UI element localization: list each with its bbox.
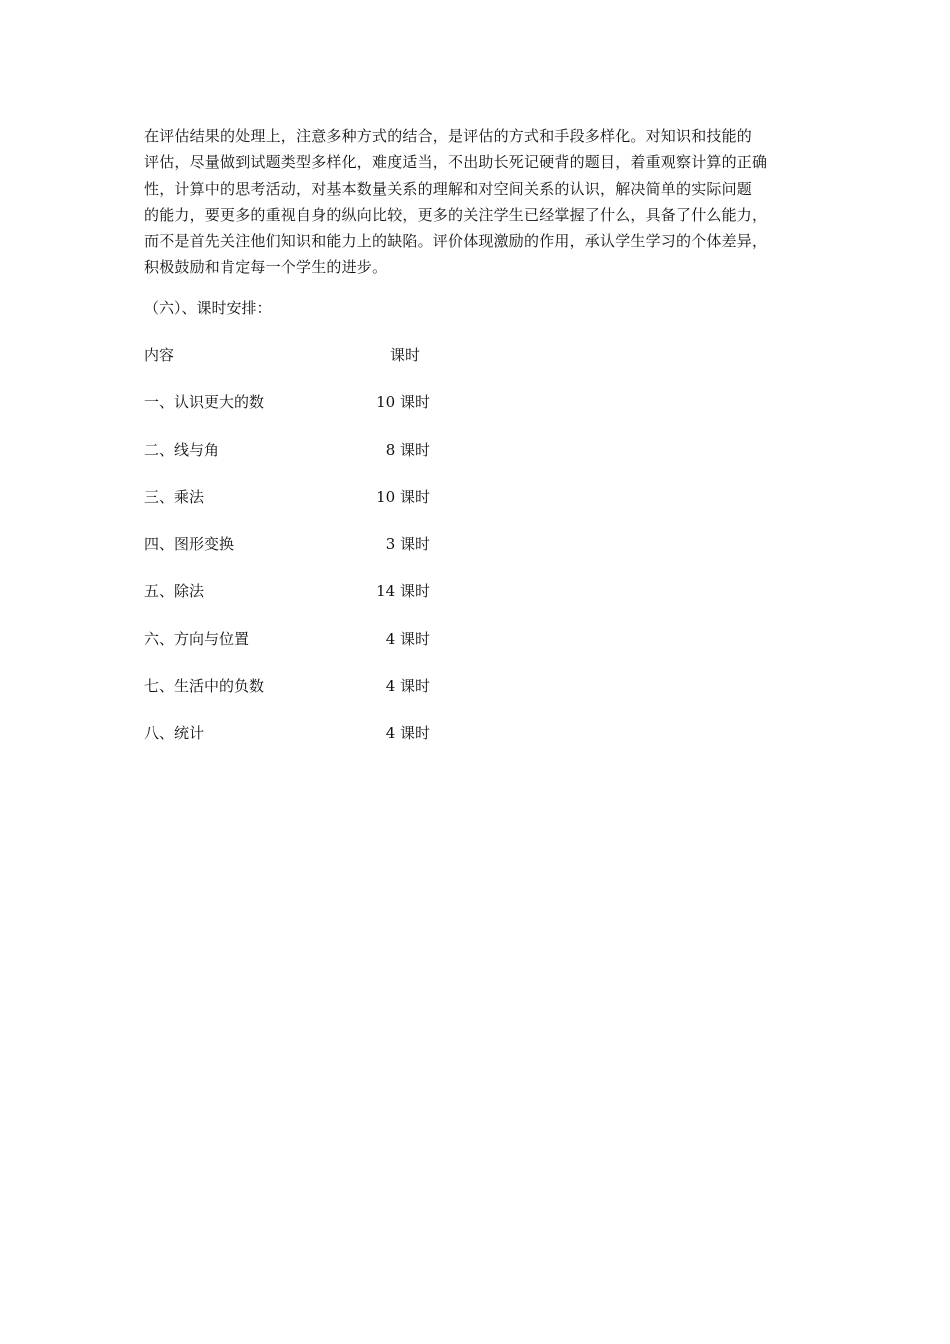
unit-name: 三、乘法 [144,487,205,506]
schedule-row [144,580,444,627]
paragraph-line: 性，计算中的思考活动，对基本数量关系的理解和对空间关系的认识，解决简单的实际问题 [144,179,753,198]
evaluation-paragraph [144,123,812,281]
unit-name: 八、统计 [144,724,205,743]
paragraph-line: 评估，尽量做到试题类型多样化，难度适当，不出助长死记硬背的题目，着重观察计算的正确 [144,153,768,172]
section-heading: （六）、课时安排： [144,299,272,317]
schedule-table [144,344,444,770]
schedule-row [144,391,444,438]
unit-hours: 3 课时 [385,535,430,554]
unit-hours: 4 课时 [385,629,430,648]
unit-name: 五、除法 [144,582,205,601]
unit-hours: 10 课时 [376,393,430,412]
unit-hours: 4 课时 [385,724,430,743]
unit-hours: 14 课时 [376,582,430,601]
schedule-row [144,533,444,580]
unit-hours: 4 课时 [385,677,430,696]
unit-name: 七、生活中的负数 [144,677,265,696]
unit-hours: 10 课时 [376,487,430,506]
paragraph-line: 在评估结果的处理上，注意多种方式的结合，是评估的方式和手段多样化。对知识和技能的 [144,127,753,145]
header-content-label: 内容 [144,346,175,364]
schedule-row [144,628,444,675]
unit-name: 四、图形变换 [144,535,235,554]
paragraph-line: 积极鼓励和肯定每一个学生的进步。 [144,258,388,277]
schedule-row [144,675,444,722]
schedule-row [144,486,444,533]
unit-hours: 8 课时 [385,440,430,459]
paragraph-line: 而不是首先关注他们知识和能力上的缺陷。评价体现激励的作用，承认学生学习的个体差异， [144,232,768,251]
header-hours-label: 课时 [389,346,420,364]
schedule-row [144,439,444,486]
unit-name: 二、线与角 [144,440,220,459]
schedule-header-row [144,344,444,391]
unit-name: 一、认识更大的数 [144,393,265,412]
paragraph-line: 的能力，要更多的重视自身的纵向比较，更多的关注学生已经掌握了什么，具备了什么能力， [144,205,768,224]
unit-name: 六、方向与位置 [144,629,250,648]
schedule-row [144,722,444,769]
